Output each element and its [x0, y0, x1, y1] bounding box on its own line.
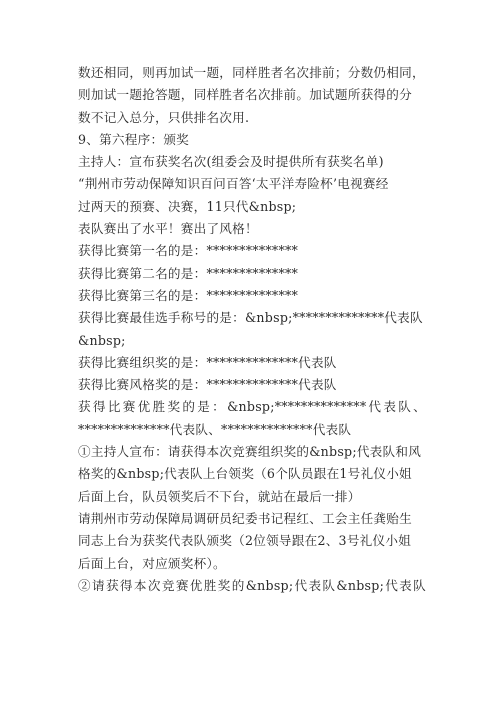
text-line: 获得比赛最佳选手称号的是：&nbsp;**************代表队: [78, 310, 423, 326]
text-line: 后面上台，对应颁奖杯）。: [78, 555, 226, 571]
text-line: 表队赛出了水平！赛出了风格！: [78, 221, 258, 237]
text-line: “荆州市劳动保障知识百问百答‘太平洋寿险杯’电视赛经: [78, 176, 389, 192]
text-line: **************代表队、**************代表队: [78, 421, 352, 437]
text-line: 过两天的预赛、决赛，11只代&nbsp;: [78, 198, 297, 214]
text-line: 数还相同，则再加试一题，同样胜者名次排前；分数仍相同，: [78, 65, 425, 80]
section-heading: 9、第六程序：颁奖: [78, 131, 190, 147]
text-line: 同志上台为获奖代表队颁奖（2位领导跟在2、3号礼仪小姐: [78, 533, 412, 549]
text-line: 获得比赛优胜奖的是：&nbsp;**************代表队、: [78, 399, 426, 415]
text-line: ②请获得本次竞赛优胜奖的&nbsp;代表队&nbsp;代表队: [78, 577, 426, 593]
text-line: 获得比赛风格奖的是：**************代表队: [78, 377, 337, 393]
document-body: [78, 62, 426, 597]
text-line: 获得比赛组织奖的是：**************代表队: [78, 354, 337, 370]
text-line: 获得比赛第一名的是：**************: [78, 243, 299, 259]
text-line: &nbsp;: [78, 332, 126, 348]
text-line: 数不记入总分，只供排名次用.: [78, 109, 250, 125]
text-line: ①主持人宣布：请获得本次竞赛组织奖的&nbsp;代表队和风: [78, 444, 422, 460]
text-line: 后面上台，队员领奖后不下台，就站在最后一排）: [78, 488, 361, 504]
text-line: 主持人：宣布获奖名次(组委会及时提供所有获奖名单): [78, 154, 384, 170]
text-line: 则加试一题抢答题，同样胜者名次排前。加试题所获得的分: [78, 87, 412, 103]
text-line: 获得比赛第三名的是：**************: [78, 287, 299, 303]
text-line: 格奖的&nbsp;代表队上台领奖（6个队员跟在1号礼仪小姐: [78, 466, 412, 482]
text-line: 获得比赛第二名的是：**************: [78, 265, 299, 281]
text-line: 请荆州市劳动保障局调研员纪委书记程红、工会主任龚贻生: [78, 510, 412, 526]
